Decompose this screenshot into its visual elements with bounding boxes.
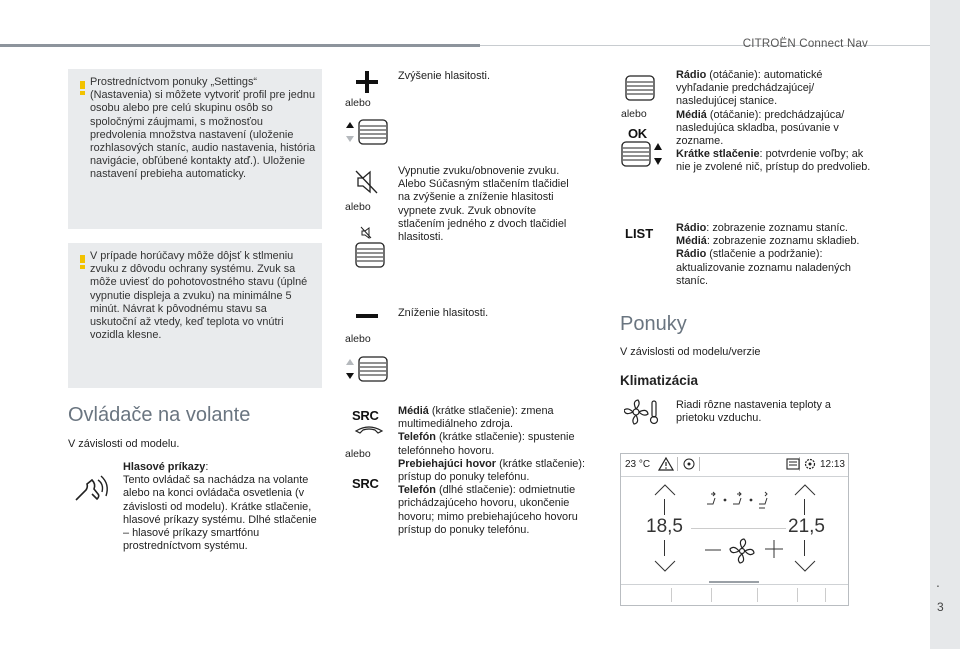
fan-decrease-icon[interactable] bbox=[705, 548, 721, 552]
thumbwheel-ok-icon bbox=[620, 140, 666, 168]
continuation-dot: . bbox=[936, 574, 940, 590]
thumbwheel-press-mute-icon bbox=[350, 225, 386, 271]
section-subtitle-steering: V závislosti od modelu. bbox=[68, 438, 180, 450]
mute-text: Vypnutie zvuku/obnovenie zvuku. Alebo Súčasným stlačením tlačidiel na zvýšenie a zníženie hlasitosti vypnete zvuk. Zvuk obnovíte stlačením jedného z dvoch tlačidiel hlasitosti. bbox=[398, 165, 569, 244]
climate-screen bbox=[620, 453, 849, 606]
note-settings bbox=[68, 69, 322, 229]
alebo-label: alebo bbox=[345, 97, 371, 109]
plus-icon bbox=[356, 71, 378, 93]
voice-command-title: Hlasové príkazy bbox=[123, 461, 206, 473]
temp-right-value: 21,5 bbox=[788, 516, 825, 537]
thumbwheel-icon bbox=[620, 74, 658, 102]
mute-icon bbox=[355, 168, 379, 196]
ok-button-label: OK bbox=[628, 126, 647, 141]
page-number: 3 bbox=[937, 600, 944, 614]
climate-icon bbox=[624, 398, 660, 426]
air-distribution-icons[interactable] bbox=[703, 490, 771, 510]
outside-temperature: 23 °C bbox=[625, 459, 651, 470]
voice-command-description: Hlasové príkazy: Tento ovládač sa nachádza na volante alebo na konci ovládača osvetlenia (v závislosti od modelu). Krátke stlačenie, hlasové príkazy systému. Dlhé stlačenie – hlasové príkazy smartfónu prostredníctvom systému. bbox=[123, 461, 317, 553]
screen-bottom-bar bbox=[621, 584, 848, 605]
warning-icon bbox=[658, 457, 674, 471]
section-subtitle-menus: V závislosti od modelu/verzie bbox=[620, 346, 761, 358]
temp-left-value: 18,5 bbox=[646, 516, 683, 537]
page-margin-strip bbox=[930, 0, 960, 649]
temp-right-down-chevron[interactable] bbox=[794, 560, 816, 572]
note-heat-text: V prípade horúčavy môže dôjsť k stlmeniu zvuku z dôvodu ochrany systému. Zvuk sa môže uviesť do pohotovostného stavu (úplné vypnutie displeja a zvuku) na minimálne 5 minút. Návrat k pôvodnému stavu sa uskutoční až vtedy, keď teplota vo vnútri vozidla klesne. bbox=[90, 250, 308, 342]
voice-command-icon bbox=[72, 474, 112, 508]
src-button-label: SRC bbox=[352, 408, 379, 423]
phone-icon bbox=[354, 424, 384, 434]
section-heading-climate: Klimatizácia bbox=[620, 373, 699, 388]
header-title: CITROËN Connect Nav bbox=[742, 38, 868, 50]
messages-icon bbox=[786, 458, 800, 470]
volume-up-text: Zvýšenie hlasitosti. bbox=[398, 70, 491, 82]
note-heat bbox=[68, 243, 322, 388]
alebo-label: alebo bbox=[345, 201, 371, 213]
ok-description: Rádio (otáčanie): automatické vyhľadanie predchádzajúcej/ nasledujúcej stanice. Médiá (otáčanie): predchádzajúca/ nasledujúca skladba, posúvanie v zozname. Krátke stlačenie: potvrdenie voľby; ak nie je zvolené nič, prístup do predvolieb. bbox=[676, 69, 871, 174]
temp-left-up-chevron[interactable] bbox=[654, 484, 676, 496]
fan-increase-icon[interactable] bbox=[765, 540, 783, 558]
section-heading-steering: Ovládače na volante bbox=[68, 404, 251, 426]
list-description: Rádio: zobrazenie zoznamu staníc. Médiá: zobrazenie zoznamu skladieb. Rádio (stlačenie a podržanie): aktualizovanie zoznamu naladených staníc. bbox=[676, 222, 860, 287]
clock: 12:13 bbox=[819, 459, 845, 470]
minus-icon bbox=[356, 313, 378, 319]
section-heading-menus: Ponuky bbox=[620, 313, 687, 335]
info-note-icon bbox=[80, 81, 85, 95]
volume-down-text: Zníženie hlasitosti. bbox=[398, 307, 489, 319]
voice-command-text: Tento ovládač sa nachádza na volante alebo na konci ovládača osvetlenia (v závislosti od modelu). Krátke stlačenie, hlasové príkazy systému. Dlhé stlačenie – hlasové príkazy smartfónu prostredníctvom systému. bbox=[123, 474, 317, 553]
thumbwheel-up-icon bbox=[345, 117, 389, 147]
src-description: Médiá (krátke stlačenie): zmena multimediálneho zdroja. Telefón (krátke stlačenie): spustenie telefónneho hovoru. Prebiehajúci hovor (krátke stlačenie): prístup do ponuky telefónu. Telefón (dlhé stlačenie): odmietnutie prichádzajúceho hovoru, ukončenie hovoru; mimo prebiehajúceho hovoru prístup do ponuky telefónu. bbox=[398, 405, 586, 536]
header-rule bbox=[0, 44, 480, 47]
climate-text: Riadi rôzne nastavenia teploty a prietoku vzduchu. bbox=[676, 399, 831, 425]
alebo-label: alebo bbox=[345, 448, 371, 460]
fan-icon bbox=[729, 538, 755, 564]
settings-icon bbox=[804, 458, 816, 470]
screen-status-bar bbox=[621, 454, 848, 477]
info-note-icon bbox=[80, 255, 85, 269]
alebo-label: alebo bbox=[345, 333, 371, 345]
navigation-icon bbox=[683, 458, 695, 470]
note-settings-text: Prostredníctvom ponuky „Settings“ (Nastavenia) si môžete vytvoriť profil pre jednu osobu alebo pre celú skupinu osôb so spoločnými záujmami, s možnosťou predvolenia množstva nastavení (uloženie rozhlasových staníc, audio nastavenia, história navigácie, obľúbené kontakty atď.). Uloženie nastavení prebieha automaticky. bbox=[90, 76, 316, 181]
temp-left-down-chevron[interactable] bbox=[654, 560, 676, 572]
thumbwheel-down-icon bbox=[345, 354, 389, 384]
src-button-label-2: SRC bbox=[352, 476, 379, 491]
list-button-label: LIST bbox=[625, 226, 654, 241]
temp-right-up-chevron[interactable] bbox=[794, 484, 816, 496]
alebo-label: alebo bbox=[621, 108, 647, 120]
